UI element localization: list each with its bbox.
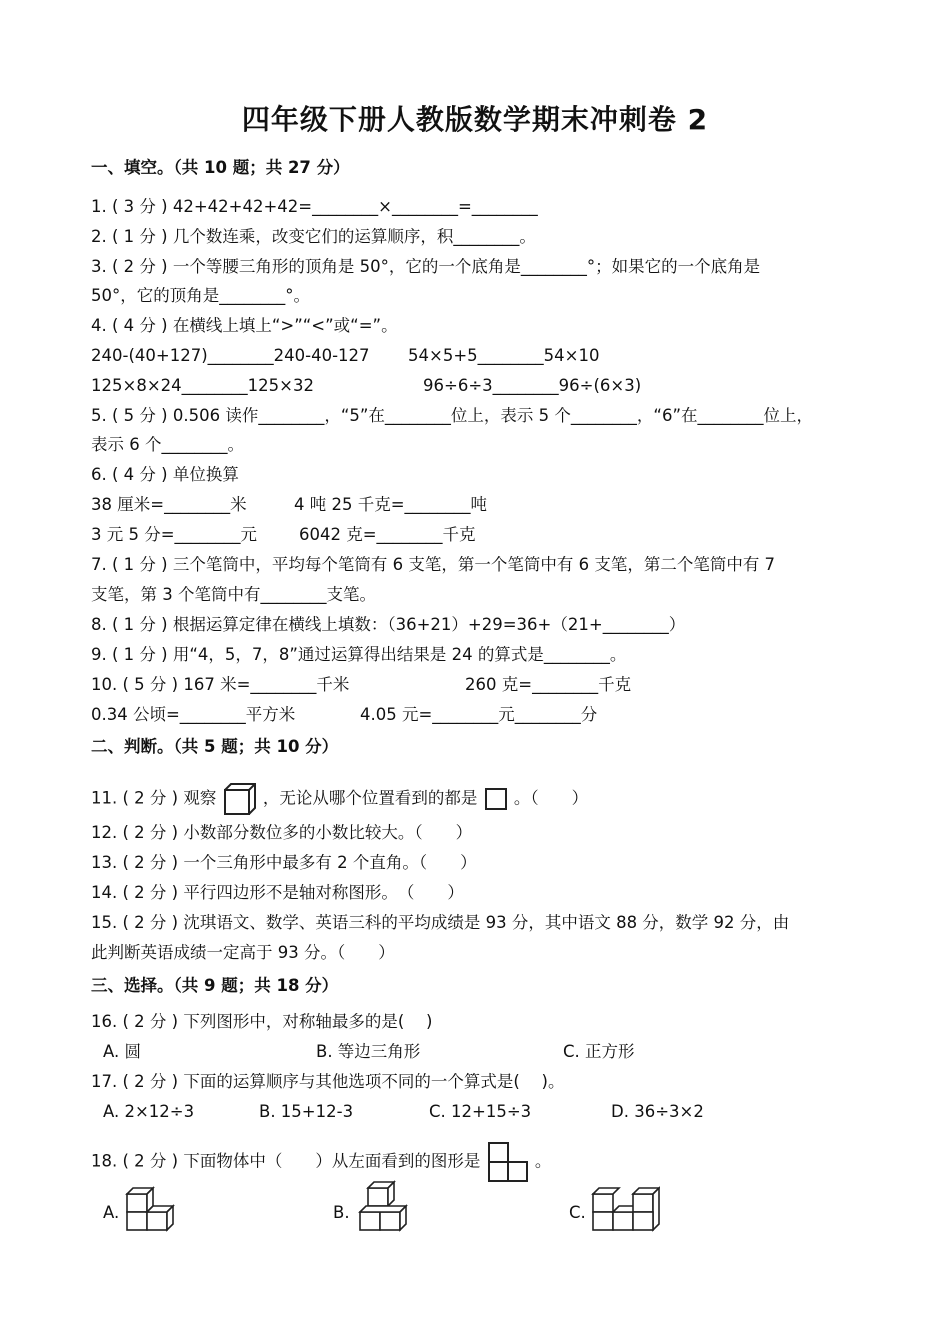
question-6-item-1: 38 厘米=________米 xyxy=(91,495,247,514)
question-7-line-1: 7. ( 1 分 ) 三个笔筒中，平均每个笔筒有 6 支笔，第一个笔筒中有 6 支笔，第二个笔筒中有 7 xyxy=(91,555,776,574)
cube-figure-icon xyxy=(222,789,263,808)
question-17-option-c: C. 12+15÷3 xyxy=(429,1102,532,1121)
question-10-item-3: 0.34 公顷=________平方米 xyxy=(91,705,296,724)
cube-stack-b-icon xyxy=(356,1180,414,1238)
question-7-line-2: 支笔，第 3 个笔筒中有________支笔。 xyxy=(91,585,376,604)
question-10-item-4: 4.05 元=________元________分 xyxy=(360,705,598,724)
question-10-item-1: 10. ( 5 分 ) 167 米=________千米 xyxy=(91,675,350,694)
question-17-option-d: D. 36÷3×2 xyxy=(611,1102,704,1121)
question-3-line-1: 3. ( 2 分 ) 一个等腰三角形的顶角是 50°，它的一个底角是________°；如果它的一个底角是 xyxy=(91,257,761,276)
question-16: 16. ( 2 分 ) 下列图形中，对称轴最多的是( ) xyxy=(91,1012,433,1031)
question-8: 8. ( 1 分 ) 根据运算定律在横线上填数：（36+21）+29=36+（21+________） xyxy=(91,615,686,634)
question-18-option-a: A. xyxy=(103,1203,120,1222)
question-14: 14. ( 2 分 ) 平行四边形不是轴对称图形。 （ ） xyxy=(91,883,464,902)
question-17-option-b: B. 15+12-3 xyxy=(259,1102,354,1121)
question-11-text-2: ，无论从哪个位置看到的都是 xyxy=(262,788,478,808)
question-2: 2. ( 1 分 ) 几个数连乘，改变它们的运算顺序，积________。 xyxy=(91,227,536,246)
question-4-item-1: 240-(40+127)________240-40-127 xyxy=(91,346,370,365)
question-16-option-c: C. 正方形 xyxy=(563,1042,635,1061)
cube-stack-a-icon xyxy=(124,1184,182,1236)
question-6: 6. ( 4 分 ) 单位换算 xyxy=(91,465,239,484)
section-heading-choice: 三、选择。（共 9 题；共 18 分） xyxy=(91,976,339,995)
question-4-item-2: 54×5+5________54×10 xyxy=(408,346,600,365)
question-5-line-1: 5. ( 5 分 ) 0.506 读作________，“5”在________位上，表示 5 个________，“6”在________位上， xyxy=(91,406,813,425)
question-1: 1. ( 3 分 ) 42+42+42+42=________×________=________ xyxy=(91,197,538,216)
question-18 xyxy=(91,1141,551,1183)
left-view-figure-icon xyxy=(486,1152,535,1171)
question-6-item-2: 4 吨 25 千克=________吨 xyxy=(294,495,488,514)
question-17: 17. ( 2 分 ) 下面的运算顺序与其他选项不同的一个算式是( )。 xyxy=(91,1072,565,1091)
question-4-item-4: 96÷6÷3________96÷(6×3) xyxy=(423,376,642,395)
question-12: 12. ( 2 分 ) 小数部分数位多的小数比较大。（ ） xyxy=(91,823,473,842)
question-18-option-c: C. xyxy=(569,1203,586,1222)
question-4: 4. ( 4 分 ) 在横线上填上“>”“<”或“=”。 xyxy=(91,316,398,335)
question-11-text-1: 11. ( 2 分 ) 观察 xyxy=(91,788,217,808)
section-heading-judge: 二、判断。（共 5 题；共 10 分） xyxy=(91,737,339,756)
question-4-item-3: 125×8×24________125×32 xyxy=(91,376,314,395)
question-11-text-3: 。（ ） xyxy=(513,788,589,808)
question-16-option-a: A. 圆 xyxy=(103,1042,141,1061)
question-15-line-2: 此判断英语成绩一定高于 93 分。（ ） xyxy=(91,943,395,962)
question-6-item-3: 3 元 5 分=________元 xyxy=(91,525,258,544)
question-18-text-1: 18. ( 2 分 ) 下面物体中（ ）从左面看到的图形是 xyxy=(91,1151,481,1171)
section-heading-fill: 一、填空。（共 10 题；共 27 分） xyxy=(91,158,350,177)
page-title: 四年级下册人教版数学期末冲刺卷 2 xyxy=(241,103,709,136)
question-16-option-b: B. 等边三角形 xyxy=(316,1042,421,1061)
question-17-option-a: A. 2×12÷3 xyxy=(103,1102,195,1121)
question-18-option-b: B. xyxy=(333,1203,350,1222)
square-figure-icon xyxy=(483,789,514,808)
question-3-line-2: 50°，它的顶角是________°。 xyxy=(91,286,310,305)
question-5-line-2: 表示 6 个________。 xyxy=(91,435,244,454)
question-6-item-4: 6042 克=________千克 xyxy=(299,525,476,544)
question-13: 13. ( 2 分 ) 一个三角形中最多有 2 个直角。（ ） xyxy=(91,853,477,872)
question-10-item-2: 260 克=________千克 xyxy=(465,675,632,694)
cube-stack-c-icon xyxy=(590,1184,660,1236)
question-9: 9. ( 1 分 ) 用“4，5，7，8”通过运算得出结果是 24 的算式是________。 xyxy=(91,645,627,664)
question-18-text-2: 。 xyxy=(534,1151,552,1171)
question-11 xyxy=(91,781,588,817)
question-15-line-1: 15. ( 2 分 ) 沈琪语文、数学、英语三科的平均成绩是 93 分，其中语文 88 分，数学 92 分，由 xyxy=(91,913,790,932)
